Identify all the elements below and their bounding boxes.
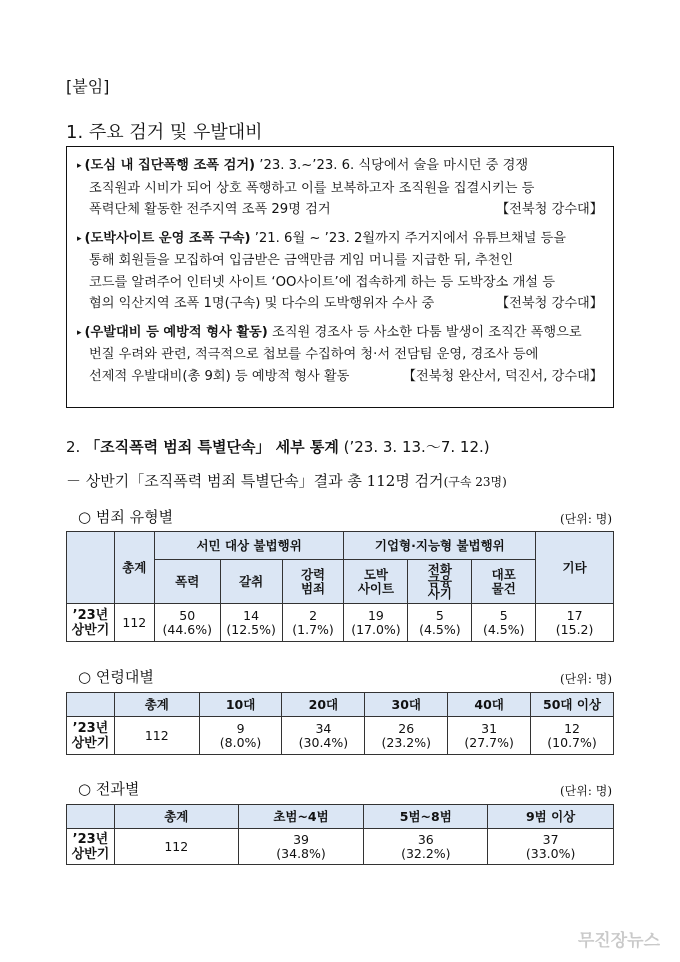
cell-total: 112	[114, 717, 199, 755]
header-group-2: 기업형·지능형 불법행위	[344, 532, 536, 560]
highlights-box	[66, 146, 614, 408]
header-sub: 갈취	[220, 560, 282, 604]
source-tag: 【전북청 강수대】	[495, 296, 603, 311]
table-row	[67, 717, 614, 755]
age-subtitle: ○ 연령대별	[78, 668, 154, 686]
source-tag: 【전북청 완산서, 덕진서, 강수대】	[402, 368, 603, 384]
header-group-1: 서민 대상 불법행위	[154, 532, 344, 560]
header-cell: 50대 이상	[531, 693, 614, 717]
cell: 34 (30.4%)	[282, 717, 365, 755]
header-sub: 강력 범죄	[282, 560, 344, 604]
corner-cell	[67, 805, 115, 829]
corner-cell	[67, 693, 115, 717]
bullet-triangle-icon: ▸	[77, 233, 82, 244]
row-label: ’23년 상반기	[67, 829, 115, 865]
header-sub: 폭력	[154, 560, 220, 604]
header-total: 총계	[114, 532, 154, 604]
cell: 5 (4.5%)	[408, 604, 472, 642]
cell: 26 (23.2%)	[365, 717, 448, 755]
header-cell: 총계	[114, 805, 238, 829]
crime-type-subtitle: ○ 범죄 유형별	[78, 508, 174, 526]
highlight-item: ▸ (도박사이트 운영 조폭 구속) ’21. 6월 ~ ’23. 2월까지 주거지에서 유튜브채널 등을 통해 회원들을 모집하여 입금받은 금액만큼 게임 머니를 지급한 뒤, 추천인 코드를 알려주어 인터넷 사이트 ‘OO사이트’에 접속하게 하는 등 도박장소 개설 등 혐의 익산지역 조폭 1명(구속) 및 다수의 도박행위자 수사 중 【전북청 강수대】	[77, 228, 603, 315]
cell: 14 (12.5%)	[220, 604, 282, 642]
header-cell: 총계	[114, 693, 199, 717]
header-cell: 5범~8범	[364, 805, 488, 829]
bullet-triangle-icon: ▸	[77, 327, 82, 338]
watermark-logo: 무진장뉴스	[577, 931, 660, 951]
cell: 17 (15.2)	[536, 604, 614, 642]
cell: 37 (33.0%)	[488, 829, 614, 865]
cell-total: 112	[114, 829, 238, 865]
header-cell: 20대	[282, 693, 365, 717]
source-tag: 【전북청 강수대】	[495, 202, 603, 217]
header-cell: 30대	[365, 693, 448, 717]
cell: 12 (10.7%)	[531, 717, 614, 755]
cell: 5 (4.5%)	[472, 604, 536, 642]
summary-line: － 상반기「조직폭력 범죄 특별단속」결과 총 112명 검거(구속 23명)	[66, 472, 507, 490]
record-table	[66, 804, 614, 865]
cell: 36 (32.2%)	[364, 829, 488, 865]
unit-label: (단위: 명)	[560, 784, 612, 798]
header-sub: 도박 사이트	[344, 560, 408, 604]
section1-title: 1. 주요 검거 및 우발대비	[66, 122, 263, 143]
highlight-item: ▸ (도심 내 집단폭행 조폭 검거) ’23. 3.~’23. 6. 식당에서 술을 마시던 중 경쟁 조직원과 시비가 되어 상호 폭행하고 이를 보복하고자 조직원을 집결시키는 등 폭력단체 활동한 전주지역 조폭 29명 검거 【전북청 강수대】	[77, 155, 603, 221]
attachment-label: [붙임]	[66, 77, 110, 96]
table-row	[67, 829, 614, 865]
row-label: ’23년 상반기	[67, 604, 115, 642]
crime-type-table	[66, 531, 614, 642]
highlight-item: ▸ (우발대비 등 예방적 형사 활동) 조직원 경조사 등 사소한 다툼 발생이 조직간 폭행으로 번질 우려와 관련, 적극적으로 첩보를 수집하여 청·서 전담팀 운영, 경조사 등에 선제적 우발대비(총 9회) 등 예방적 형사 활동 【전북청 완산서, 덕진서, 강수대】	[77, 322, 603, 388]
bullet-triangle-icon: ▸	[77, 161, 82, 171]
row-label: ’23년 상반기	[67, 717, 115, 755]
age-table	[66, 692, 614, 755]
cell: 39 (34.8%)	[238, 829, 364, 865]
table-row	[67, 604, 614, 642]
cell: 19 (17.0%)	[344, 604, 408, 642]
header-cell: 40대	[448, 693, 531, 717]
unit-label: (단위: 명)	[560, 672, 612, 686]
cell: 2 (1.7%)	[282, 604, 344, 642]
cell: 31 (27.7%)	[448, 717, 531, 755]
record-subtitle: ○ 전과별	[78, 780, 140, 798]
header-cell: 9범 이상	[488, 805, 614, 829]
cell: 50 (44.6%)	[154, 604, 220, 642]
header-sub: 전화 금융 사기	[408, 560, 472, 604]
header-sub: 대포 물건	[472, 560, 536, 604]
header-other: 기타	[536, 532, 614, 604]
corner-cell	[67, 532, 115, 604]
unit-label: (단위: 명)	[560, 512, 612, 526]
header-cell: 10대	[199, 693, 282, 717]
cell-total: 112	[114, 604, 154, 642]
cell: 9 (8.0%)	[199, 717, 282, 755]
header-cell: 초범~4범	[238, 805, 364, 829]
section2-title: 2. 「조직폭력 범죄 특별단속」 세부 통계 (’23. 3. 13.～7. 12.)	[66, 438, 490, 456]
